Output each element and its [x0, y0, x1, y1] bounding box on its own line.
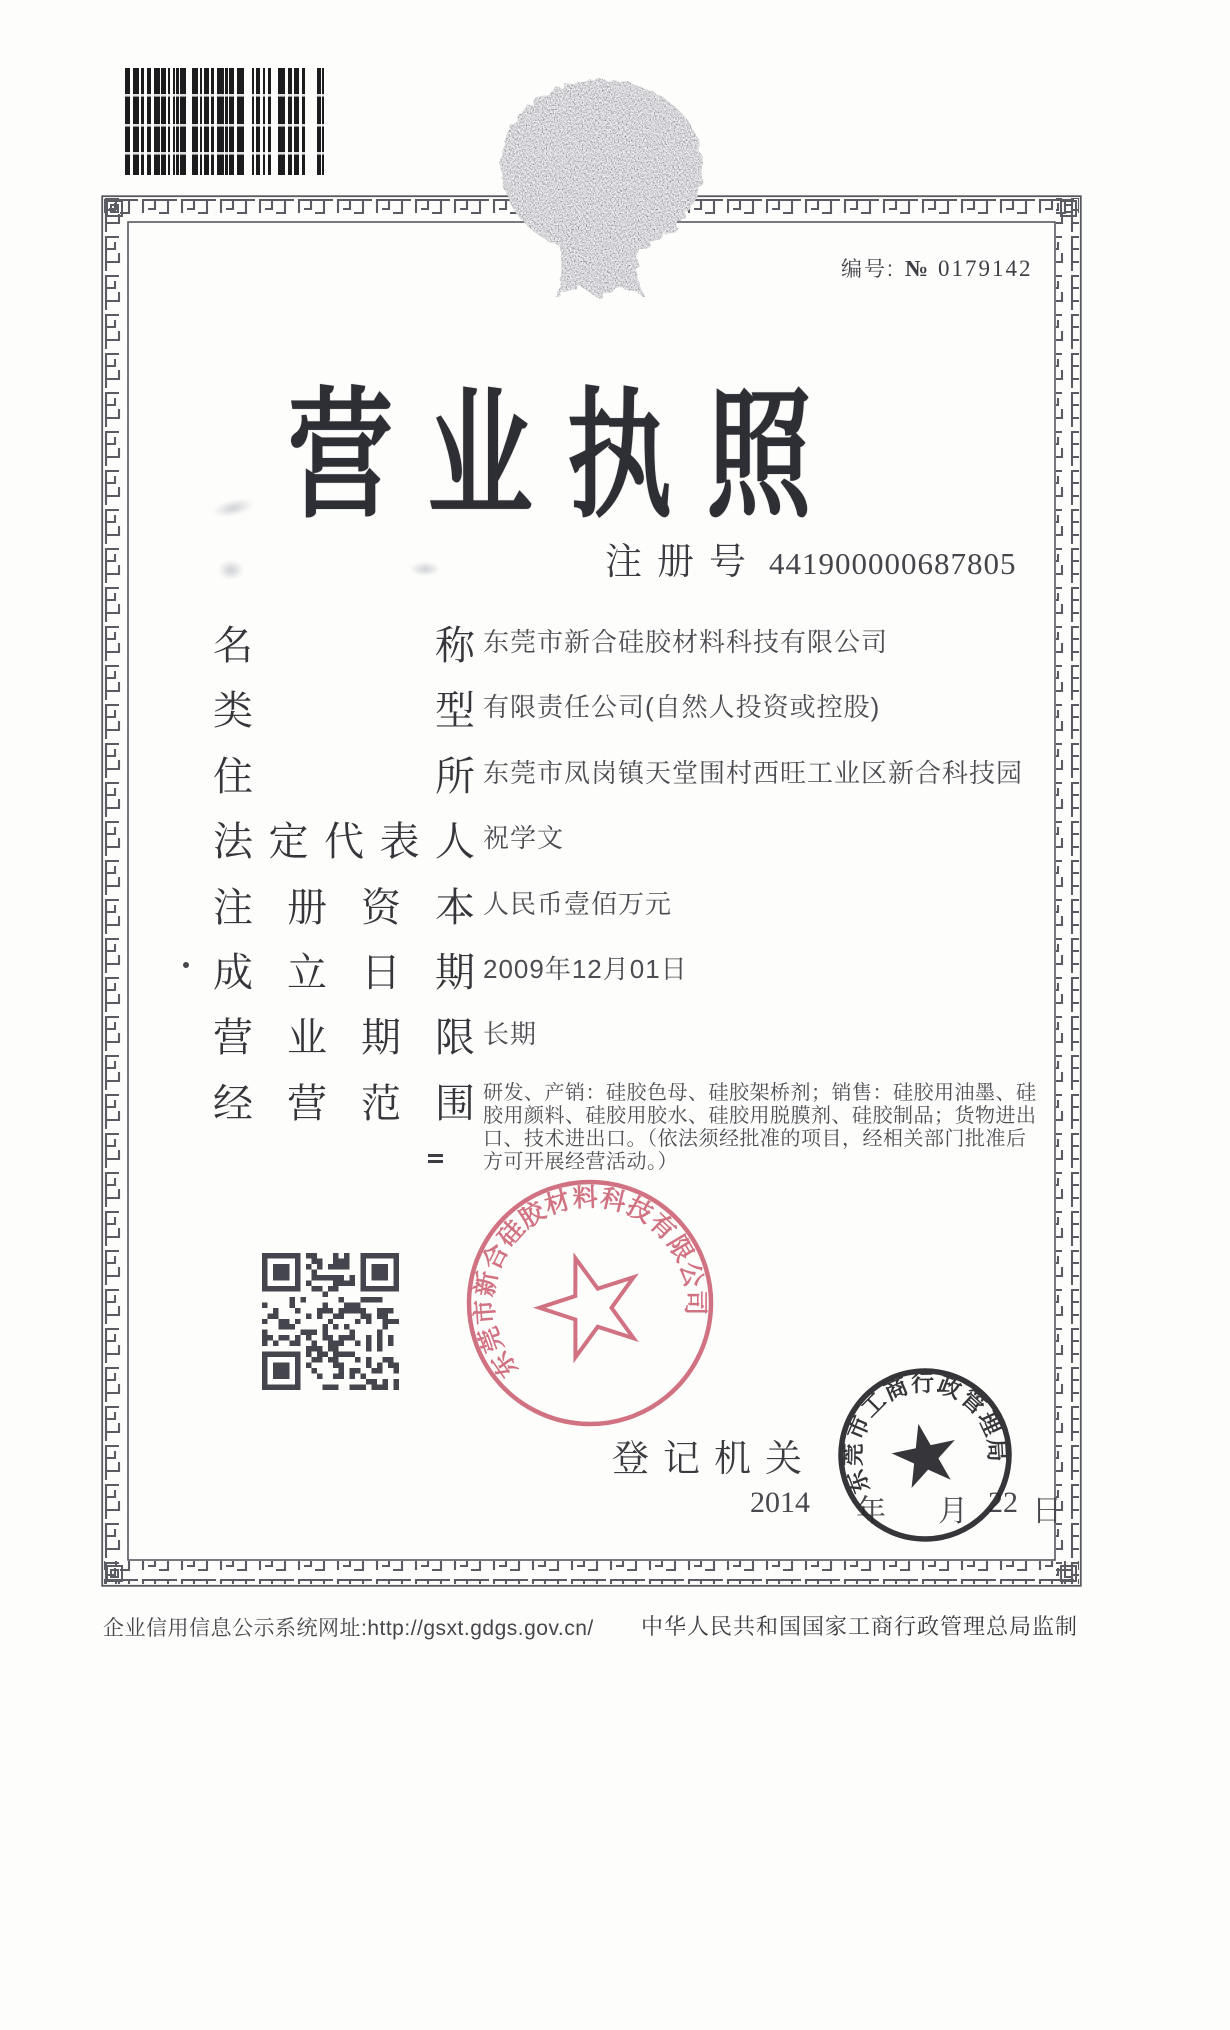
field-label-char: 名: [213, 624, 253, 668]
field-label-char: 本: [435, 885, 475, 930]
field-label-char: 称: [435, 624, 475, 668]
field-label-char: 围: [435, 1081, 475, 1126]
field-row: [213, 743, 1073, 808]
field-label-char: 类: [213, 689, 253, 734]
footer-public-info-url: 企业信用信息公示系统网址:http://gsxt.gdgs.gov.cn/: [103, 1617, 594, 1640]
field-label-char: 限: [435, 1016, 475, 1061]
field-value: 东莞市凤岗镇天堂围村西旺工业区新合科技园: [483, 757, 1024, 788]
field-row: [213, 677, 1073, 742]
registrar-seal: [830, 1360, 1020, 1550]
field-label-char: 期: [361, 1016, 401, 1061]
scan-artifact: [428, 1152, 443, 1163]
svg-text:东莞市新合硅胶材料科技有限公司: [455, 1168, 719, 1387]
field-label-char: 人: [435, 820, 475, 865]
field-label-char: 法: [213, 820, 253, 865]
field-label-char: 住: [213, 754, 253, 799]
field-row: [213, 808, 1073, 873]
issue-date-day-unit: 日: [1032, 1495, 1062, 1528]
field-label-char: 册: [287, 885, 327, 930]
field-label-char: 代: [324, 820, 364, 865]
field-label: [213, 1004, 475, 1063]
serial-label: 编号:: [841, 258, 895, 281]
field-label: [213, 874, 475, 933]
field-label-char: 立: [287, 950, 327, 995]
serial-number: 0179142: [937, 256, 1033, 281]
issue-date-day: 22: [988, 1486, 1018, 1519]
field-list: [213, 612, 1073, 1174]
footer-issuer: 中华人民共和国国家工商行政管理总局监制: [640, 1614, 1078, 1639]
scan-artifact: [183, 962, 189, 968]
field-label: [213, 939, 475, 998]
company-seal-text: 东莞市新合硅胶材料科技有限公司: [470, 1183, 710, 1383]
serial-number-line: [841, 253, 1032, 283]
field-label-char: 营: [213, 1016, 253, 1061]
scan-artifact: [218, 560, 244, 580]
field-label-char: 成: [213, 950, 253, 995]
field-value: 有限责任公司(自然人投资或控股): [483, 692, 881, 723]
field-label-char: 业: [287, 1016, 327, 1061]
field-label: [213, 612, 475, 671]
company-seal: [455, 1168, 725, 1438]
scan-artifact: [410, 562, 440, 576]
field-label: [213, 1070, 475, 1129]
registration-label: 注册号: [605, 541, 761, 582]
registration-line: [605, 531, 1017, 585]
national-emblem-icon: [497, 72, 707, 302]
field-label-char: 经: [213, 1081, 253, 1126]
field-label-char: 资: [361, 885, 401, 930]
field-value: 人民币壹佰万元: [483, 888, 673, 919]
registrar-seal-text: 东莞市工商行政管理局: [839, 1369, 1011, 1498]
company-seal-star-icon: [528, 1243, 651, 1363]
field-row: [213, 874, 1073, 939]
field-label-char: 表: [379, 820, 420, 865]
issue-date-year-unit: 年: [856, 1495, 886, 1528]
field-label: [213, 808, 475, 867]
barcode: [125, 68, 331, 175]
field-row: [213, 612, 1073, 677]
field-label-char: 型: [435, 689, 475, 734]
field-value: 东莞市新合硅胶材料科技有限公司: [483, 627, 889, 657]
field-row: [213, 939, 1073, 1004]
numero-sign: №: [904, 256, 928, 281]
field-label-char: 期: [435, 950, 475, 995]
field-value: 研发、产销：硅胶色母、硅胶架桥剂；销售：硅胶用油墨、硅胶用颜料、硅胶用胶水、硅胶用脱膜剂、硅胶制品；货物进出口、技术进出口。（依法须经批准的项目，经相关部门批准后方可开展经营活动。）: [483, 1081, 1037, 1173]
field-label: [213, 743, 475, 802]
field-label-char: 定: [268, 820, 309, 865]
field-label-char: 所: [435, 754, 475, 799]
field-label: [213, 677, 475, 736]
qr-code: [262, 1253, 399, 1390]
field-value: 长期: [483, 1019, 538, 1050]
certificate-title: 营业执照: [288, 377, 847, 534]
field-label-char: 注: [213, 885, 253, 930]
registrar-label: 登记机关: [612, 1438, 816, 1479]
field-row: [213, 1070, 1073, 1174]
issue-date-month-unit: 月: [938, 1495, 968, 1528]
field-label-char: 日: [361, 950, 401, 995]
field-row: [213, 1004, 1073, 1069]
field-label-char: 营: [287, 1081, 327, 1126]
registrar-seal-star-icon: [887, 1417, 963, 1491]
field-label-char: 范: [361, 1081, 401, 1126]
issue-date-year: 2014: [750, 1486, 810, 1519]
field-value: 2009年12月01日: [483, 953, 688, 984]
registration-number: 441900000687805: [769, 546, 1017, 581]
svg-text:东莞市工商行政管理局: [830, 1360, 1014, 1498]
field-value: 祝学文: [483, 823, 565, 854]
